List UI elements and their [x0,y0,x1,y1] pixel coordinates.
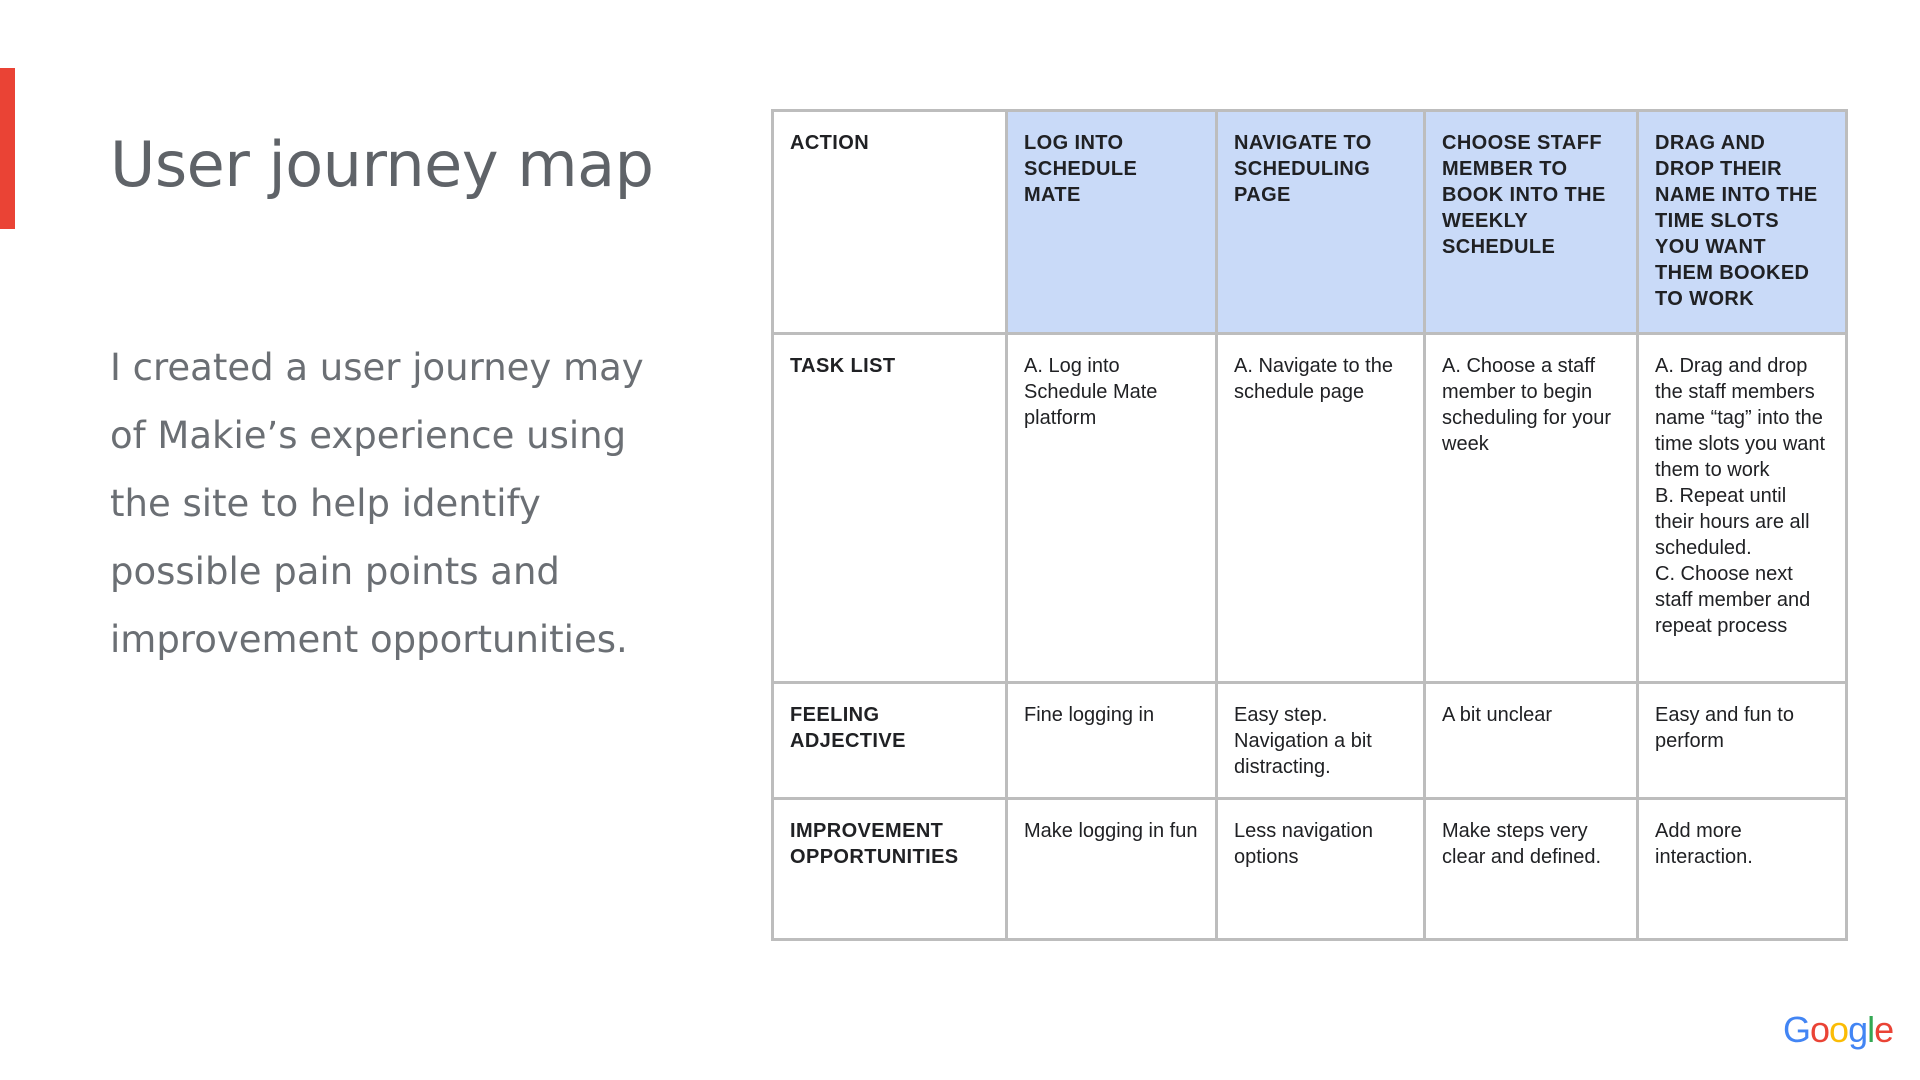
action-cell-step-2: NAVIGATE TO SCHEDULING PAGE [1217,111,1425,334]
table-row-task-list [773,333,1847,682]
feeling-cell-step-3: A bit unclear [1425,683,1638,799]
google-logo-letter: l [1867,1009,1875,1050]
action-cell-step-3: CHOOSE STAFF MEMBER TO BOOK INTO THE WEEKLY SCHEDULE [1425,111,1638,334]
task-cell-step-3: A. Choose a staff member to begin scheduling for your week [1425,333,1638,682]
task-cell-step-1: A. Log into Schedule Mate platform [1007,333,1217,682]
row-label-task-list: TASK LIST [773,333,1007,682]
table-row-action [773,111,1847,334]
row-label-improvement: IMPROVEMENT OPPORTUNITIES [773,799,1007,940]
google-logo-letter: e [1874,1009,1894,1050]
feeling-cell-step-1: Fine logging in [1007,683,1217,799]
google-logo-letter: G [1783,1009,1811,1050]
feeling-cell-step-2: Easy step. Navigation a bit distracting. [1217,683,1425,799]
action-cell-step-4: DRAG AND DROP THEIR NAME INTO THE TIME SLOTS YOU WANT THEM BOOKED TO WORK [1638,111,1847,334]
table-row-feeling [773,683,1847,799]
title-accent-bar [0,68,15,229]
slide-description: I created a user journey may of Makie’s experience using the site to help identify possible pain points and improvement opportunities. [110,346,644,661]
task-cell-step-4: A. Drag and drop the staff members name “tag” into the time slots you want them to work B. Repeat until their hours are all scheduled. C. Choose next staff member and repeat process [1638,333,1847,682]
google-logo [1783,1009,1894,1050]
row-label-feeling: FEELING ADJECTIVE [773,683,1007,799]
google-logo-letter: o [1829,1009,1849,1050]
improvement-cell-step-2: Less navigation options [1217,799,1425,940]
improvement-cell-step-3: Make steps very clear and defined. [1425,799,1638,940]
google-logo-letter: g [1848,1009,1868,1050]
slide-title: User journey map [110,128,654,201]
google-logo-letter: o [1810,1009,1830,1050]
task-cell-step-2: A. Navigate to the schedule page [1217,333,1425,682]
improvement-cell-step-4: Add more interaction. [1638,799,1847,940]
feeling-cell-step-4: Easy and fun to perform [1638,683,1847,799]
user-journey-table [771,109,1848,941]
action-cell-step-1: LOG INTO SCHEDULE MATE [1007,111,1217,334]
row-label-action: ACTION [773,111,1007,334]
improvement-cell-step-1: Make logging in fun [1007,799,1217,940]
table-row-improvement [773,799,1847,940]
